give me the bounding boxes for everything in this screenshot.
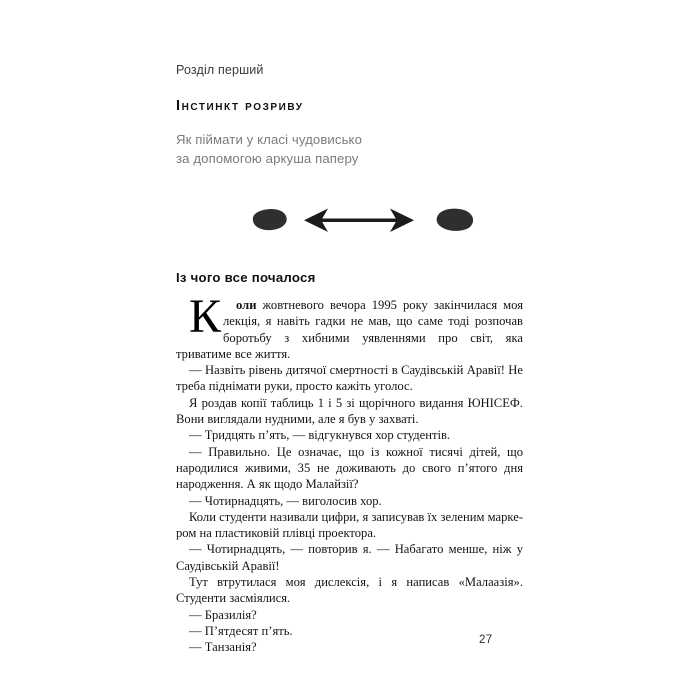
paragraph-text: — Бразилія? [189, 607, 257, 622]
paragraph-text: Тут втрутилася моя дислексія, і я написав «Малаазія». Студенти засміялися. [176, 575, 523, 606]
paragraph-dialogue [176, 444, 523, 493]
paragraph-text: — Чотирнадцять, — повторив я. — Набагато менше, ніж у Саудівській Аравії! [176, 542, 523, 573]
paragraph-dialogue [176, 362, 523, 395]
chapter-subtitle-line-1: Як піймати у класі чудовисько [176, 132, 363, 147]
paragraph-text: — П’ятдесят п’ять. [189, 623, 293, 638]
chapter-illustration [176, 197, 523, 243]
paragraph-dialogue [176, 623, 523, 639]
page-content-column [176, 0, 523, 656]
chapter-title: Інстинкт розриву [176, 98, 304, 114]
body-text [176, 290, 523, 656]
drop-cap: К [189, 290, 222, 343]
paragraph-dialogue [176, 639, 523, 655]
paragraph-text: — Чотирнадцять, — виголосив хор. [189, 493, 382, 508]
left-blob-icon [253, 209, 287, 230]
drop-cap-lead-word: оли [236, 298, 257, 312]
paragraph-text: — Тридцять п’ять, — відгукнувся хор студентів. [189, 428, 451, 443]
paragraph-normal [176, 509, 523, 542]
gap-instinct-diagram [176, 197, 523, 243]
right-blob-icon [437, 209, 473, 231]
paragraph-normal [176, 395, 523, 428]
paragraph-dialogue [176, 493, 523, 509]
paragraph-normal [176, 574, 523, 607]
paragraph-opening [176, 290, 523, 362]
paragraph-text: — Назвіть рівень дитячої смертності в Саудівській Аравії! Не треба піднімати руки, просто кажіть уголос. [176, 363, 523, 394]
paragraph-text: Я роздав копії таблиць 1 і 5 зі щорічного видання ЮНІСЕФ. Вони виглядали нудними, але я був у захваті. [176, 395, 523, 427]
chapter-label: Розділ перший [176, 63, 264, 77]
chapter-subtitle [176, 130, 416, 168]
paragraph-dialogue [176, 427, 523, 443]
chapter-subtitle-line-2: за допомогою аркуша паперу [176, 151, 359, 166]
page-number: 27 [479, 634, 493, 646]
paragraph-text: — Танзанія? [189, 640, 257, 655]
paragraph-text: — Правильно. Це означає, що із кожної тисячі дітей, що народилися живими, 35 не доживають до свого п’ятого дня народження. А як щодо Малайзії? [176, 444, 523, 492]
paragraph-dialogue [176, 541, 523, 574]
arrow-shaft [315, 219, 403, 223]
paragraph-text: Коли студенти називали цифри, я записував їх зеленим маркером на пластиковій плівці проектора. [176, 509, 523, 541]
paragraph-dialogue [176, 607, 523, 623]
paragraph-text: жовтневого вечора 1995 року закінчилася моя лекція, я навіть гадки не мав, що саме тоді розпочав боротьбу з хибними уявленнями про світ, яка триватиме все життя. [176, 298, 523, 361]
section-heading: Із чого все почалося [176, 270, 316, 285]
